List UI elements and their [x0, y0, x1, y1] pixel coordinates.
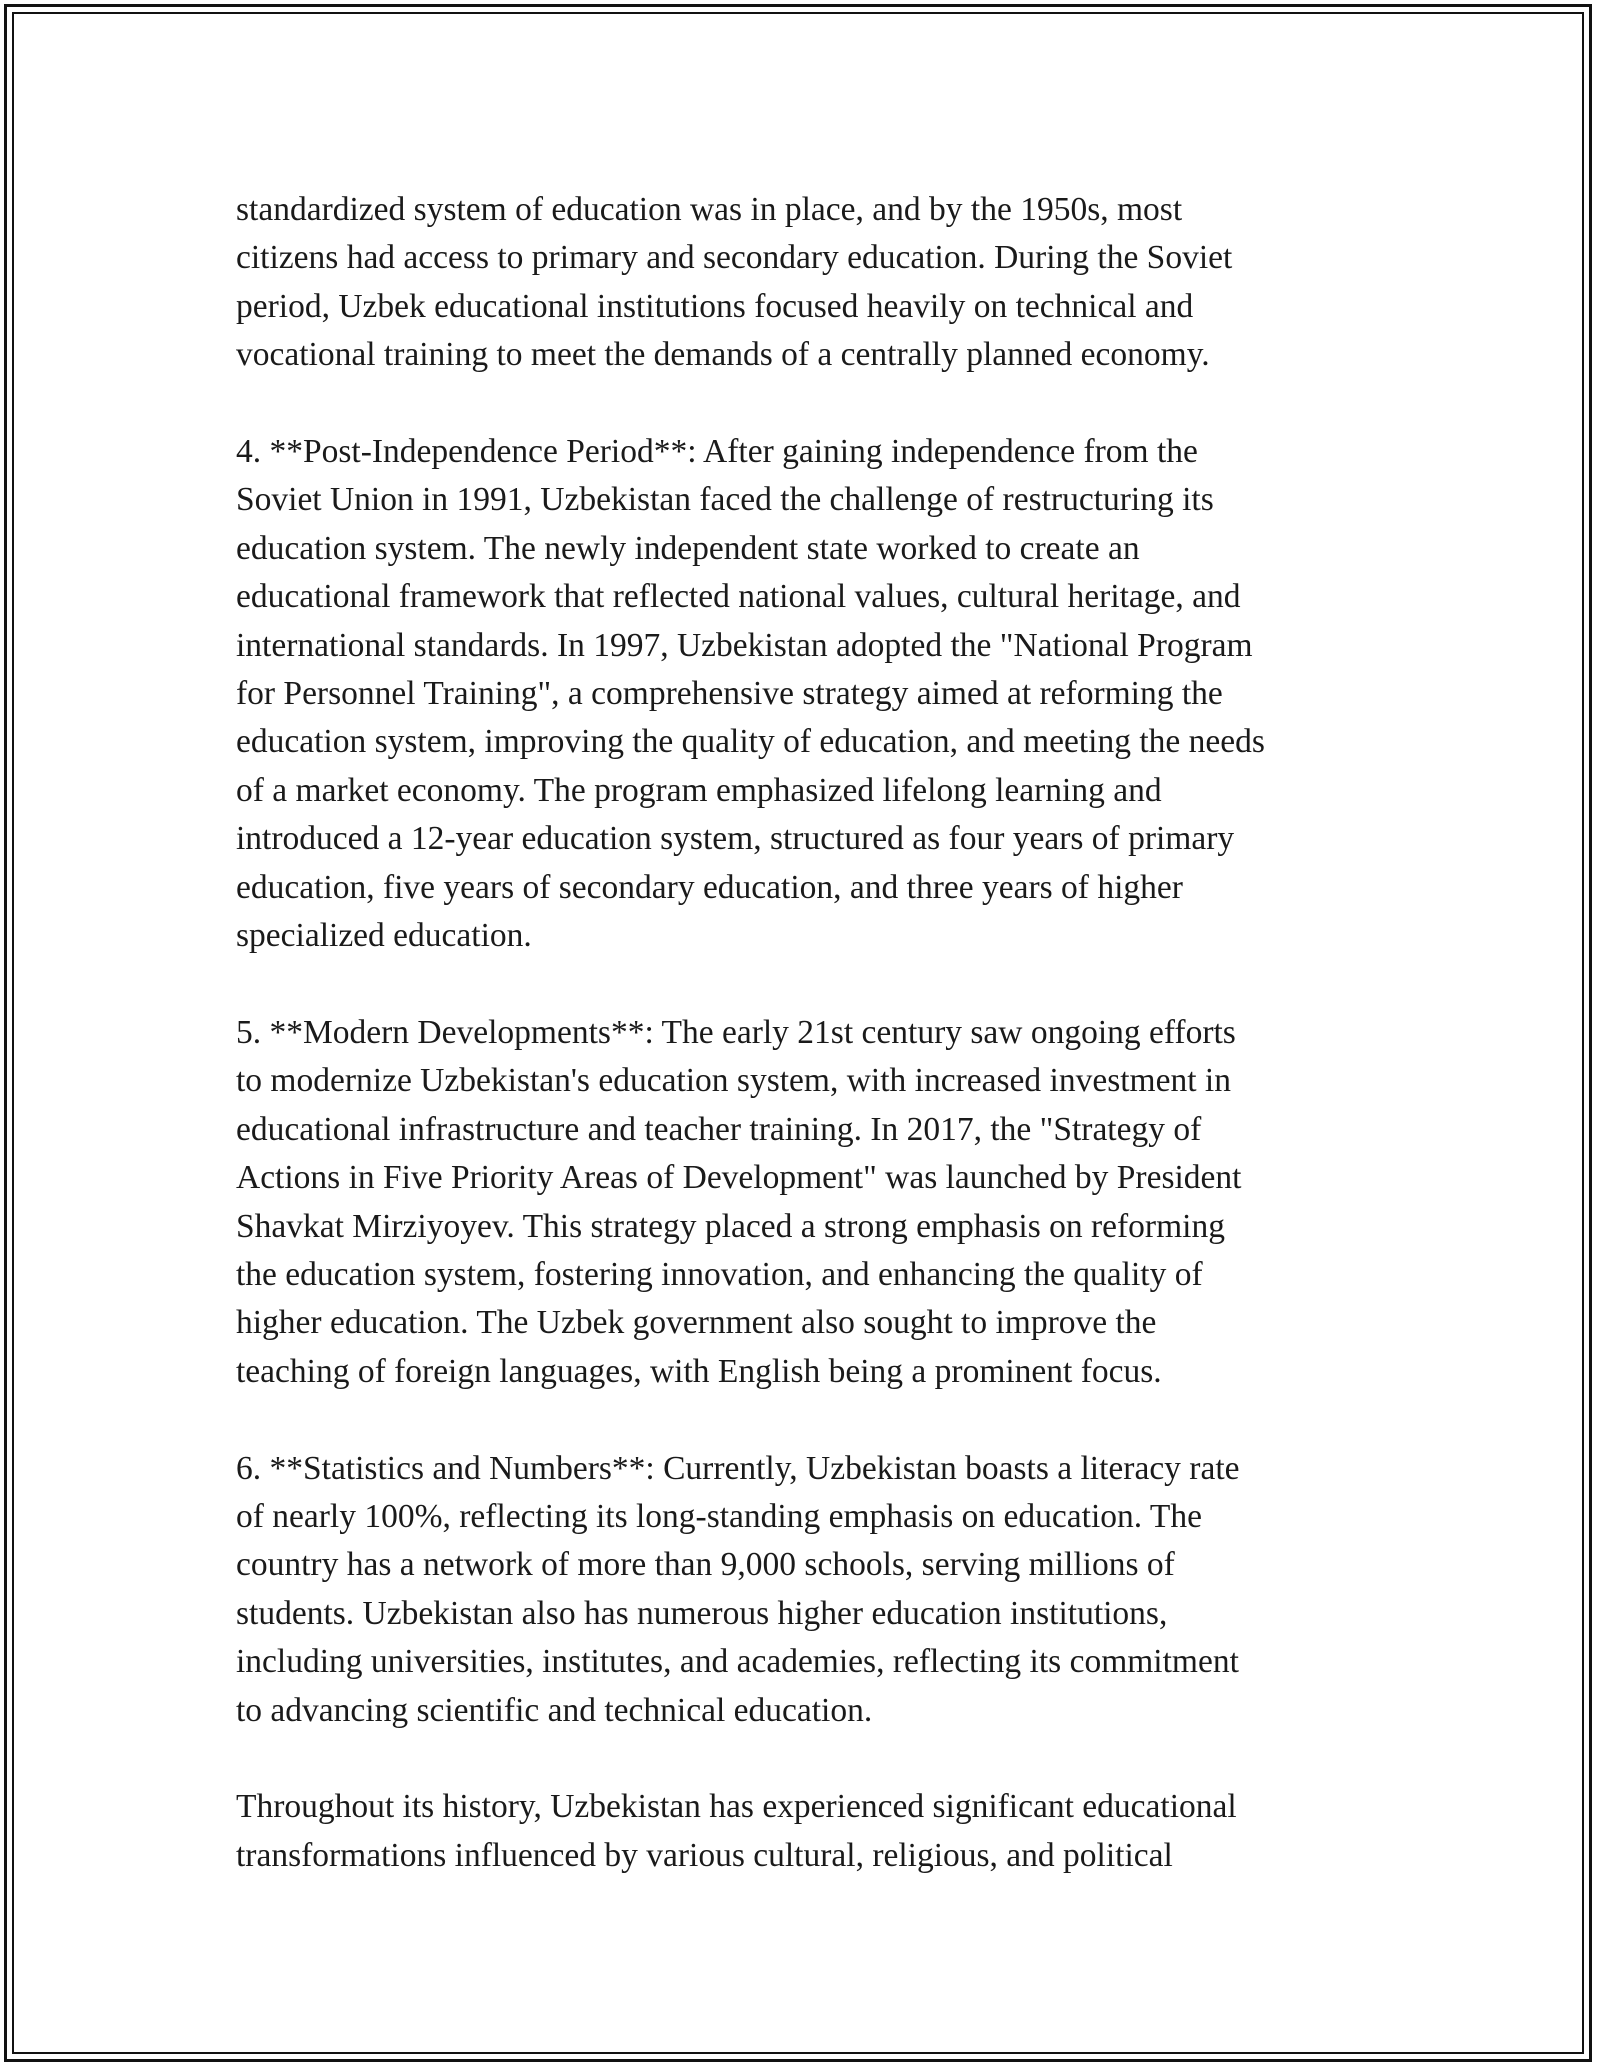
paragraph-statistics [236, 1445, 1396, 1735]
text-line: international standards. In 1997, Uzbekistan adopted the "National Program [236, 626, 1253, 664]
text-line: including universities, institutes, and academies, reflecting its commitment [236, 1643, 1239, 1681]
text-line: students. Uzbekistan also has numerous higher education institutions, [236, 1594, 1168, 1632]
text-line: Shavkat Mirziyoyev. This strategy placed a strong emphasis on reforming [236, 1207, 1225, 1245]
text-line: educational infrastructure and teacher training. In 2017, the "Strategy of [236, 1110, 1202, 1148]
text-line: to advancing scientific and technical education. [236, 1691, 873, 1729]
text-line: 6. **Statistics and Numbers**: Currently, Uzbekistan boasts a literacy rate [236, 1449, 1240, 1487]
paragraph-modern-developments [236, 1009, 1396, 1396]
text-line: Actions in Five Priority Areas of Development" was launched by President [236, 1159, 1242, 1197]
text-line: educational framework that reflected national values, cultural heritage, and [236, 578, 1241, 616]
text-line: Soviet Union in 1991, Uzbekistan faced the challenge of restructuring its [236, 481, 1214, 519]
text-line: higher education. The Uzbek government also sought to improve the [236, 1304, 1157, 1342]
text-line: citizens had access to primary and secondary education. During the Soviet [236, 239, 1233, 277]
text-line: the education system, fostering innovation, and enhancing the quality of [236, 1255, 1203, 1293]
text-line: of a market economy. The program emphasized lifelong learning and [236, 771, 1162, 809]
text-line: education system, improving the quality of education, and meeting the needs [236, 723, 1265, 761]
paragraph-conclusion [236, 1783, 1396, 1880]
text-line: 5. **Modern Developments**: The early 21st century saw ongoing efforts [236, 1013, 1236, 1051]
text-line: period, Uzbek educational institutions focused heavily on technical and [236, 287, 1194, 325]
document-body [236, 186, 1396, 1880]
text-line: to modernize Uzbekistan's education system, with increased investment in [236, 1062, 1231, 1100]
text-line: vocational training to meet the demands of a centrally planned economy. [236, 336, 1210, 374]
text-line: standardized system of education was in place, and by the 1950s, most [236, 191, 1183, 228]
text-line: specialized education. [236, 917, 532, 955]
paragraph-soviet-continuation [236, 186, 1396, 380]
text-line: education, five years of secondary education, and three years of higher [236, 868, 1183, 906]
text-line: Throughout its history, Uzbekistan has experienced significant educational [236, 1788, 1237, 1826]
text-line: for Personnel Training", a comprehensive strategy aimed at reforming the [236, 675, 1223, 713]
text-line: of nearly 100%, reflecting its long-standing emphasis on education. The [236, 1497, 1202, 1535]
text-line: teaching of foreign languages, with English being a prominent focus. [236, 1352, 1162, 1390]
paragraph-post-independence [236, 428, 1396, 960]
text-line: country has a network of more than 9,000 schools, serving millions of [236, 1546, 1175, 1584]
text-line: transformations influenced by various cultural, religious, and political [236, 1836, 1173, 1874]
text-line: introduced a 12-year education system, structured as four years of primary [236, 820, 1235, 858]
text-line: 4. **Post-Independence Period**: After gaining independence from the [236, 433, 1198, 471]
text-line: education system. The newly independent state worked to create an [236, 529, 1140, 567]
